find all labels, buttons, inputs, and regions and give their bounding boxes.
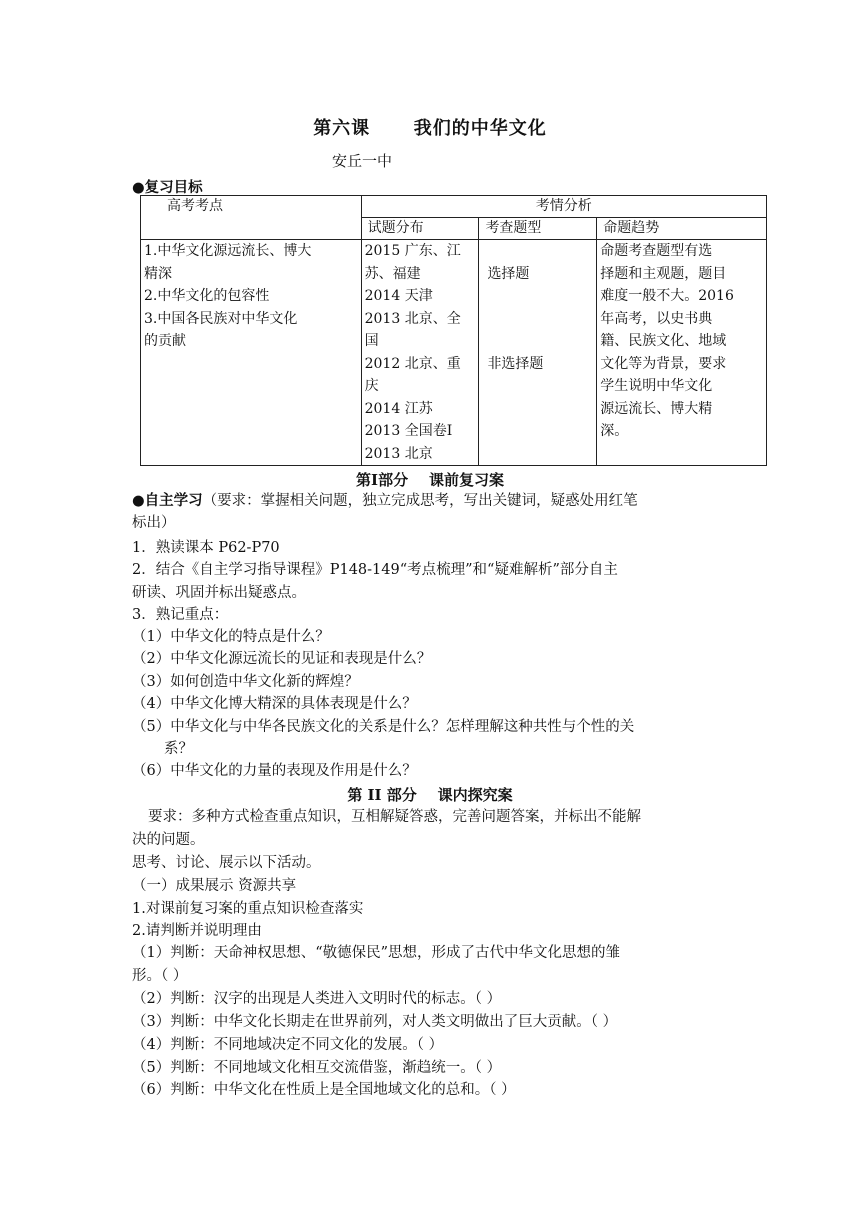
part1-title: 第Ⅰ部分 课前复习案	[356, 471, 504, 489]
task-item-1: 1．熟读课本 P62-P70	[132, 540, 280, 556]
question-type-cell	[479, 240, 597, 466]
distribution-line: 2014 天津	[364, 288, 433, 304]
exam-point-line: 精深	[144, 265, 172, 282]
table-row	[141, 240, 767, 466]
discussion-prompt: 思考、讨论、展示以下活动。	[132, 855, 321, 871]
task-item-2: 2．结合《自主学习指导课程》P148-149“考点梳理”和“疑难解析”部分自主	[132, 562, 618, 578]
trend-line: 深。	[600, 423, 629, 439]
task-item-3: 3．熟记重点：	[132, 607, 229, 623]
task-item-2-cont: 研读、巩固并标出疑惑点。	[132, 585, 306, 601]
header-distribution: 试题分布	[361, 218, 479, 240]
judgment-1-cont: 形。（ ）	[132, 968, 188, 984]
judgment-1: （1）判断：天命神权思想、“敬德保民”思想，形成了古代中华文化思想的雏	[132, 945, 621, 961]
type-multiple-choice: 选择题	[487, 265, 530, 282]
exam-points-cell	[141, 240, 362, 466]
header-question-type: 考查题型	[479, 218, 597, 240]
distribution-line: 2015 广东、江	[364, 243, 461, 259]
distribution-line: 2014 江苏	[364, 400, 433, 417]
exam-point-line: 3.中国各民族对中华文化	[144, 310, 298, 327]
question-5: （5）中华文化与中华各民族文化的关系是什么？怎样理解这种共性与个性的关	[132, 719, 635, 735]
review-goals-heading: ●复习目标	[132, 180, 203, 196]
self-study-requirement-cont: 标出）	[132, 515, 176, 531]
trend-line: 择题和主观题，题目	[600, 265, 727, 282]
type-non-choice: 非选择题	[487, 355, 544, 372]
judgment-2: （2）判断：汉字的出现是人类进入文明时代的标志。（ ）	[132, 991, 502, 1007]
header-exam-points: 高考考点	[141, 196, 362, 240]
trend-line: 命题考查题型有选	[600, 243, 713, 259]
distribution-line: 苏、福建	[364, 265, 421, 282]
lesson-title: 第六课 我们的中华文化	[313, 118, 547, 139]
question-3: （3）如何创造中华文化新的辉煌？	[132, 674, 359, 690]
trend-line: 学生说明中华文化	[600, 378, 713, 394]
step-1: 1.对课前复习案的重点知识检查落实	[132, 901, 364, 917]
distribution-line: 庆	[364, 378, 379, 394]
header-analysis: 考情分析	[361, 196, 766, 218]
exam-point-line: 1.中华文化源远流长、博大	[144, 243, 312, 259]
judgment-3: （3）判断：中华文化长期走在世界前列，对人类文明做出了巨大贡献。（ ）	[132, 1014, 618, 1030]
self-study-requirement: （要求：掌握相关问题，独立完成思考，写出关键词，疑惑处用红笔	[202, 493, 638, 509]
part2-requirement: 要求：多种方式检查重点知识，互相解疑答惑，完善问题答案，并标出不能解	[148, 809, 641, 825]
trend-line: 籍、民族文化、地域	[600, 333, 727, 349]
question-4: （4）中华文化博大精深的具体表现是什么？	[132, 696, 417, 712]
question-1: （1）中华文化的特点是什么？	[132, 629, 330, 645]
judgment-5: （5）判断：不同地域文化相互交流借鉴，渐趋统一。（ ）	[132, 1060, 502, 1076]
exam-analysis-table	[140, 195, 767, 466]
distribution-line: 2012 北京、重	[364, 355, 461, 372]
header-trend: 命题趋势	[597, 218, 767, 240]
distribution-line: 2013 北京、全	[364, 310, 461, 327]
subsection-1-heading: （一）成果展示 资源共享	[132, 878, 297, 894]
step-2: 2.请判断并说明理由	[132, 923, 262, 939]
exam-point-line: 2.中华文化的包容性	[144, 288, 270, 304]
trend-line: 源远流长、博大精	[600, 400, 713, 417]
question-5-cont: 系？	[164, 741, 193, 757]
table-header-row	[141, 196, 767, 218]
part2-requirement-cont: 决的问题。	[132, 832, 205, 848]
distribution-cell	[361, 240, 479, 466]
school-name: 安丘一中	[332, 152, 393, 170]
judgment-6: （6）判断：中华文化在性质上是全国地域文化的总和。（ ）	[132, 1082, 516, 1098]
trend-cell	[597, 240, 767, 466]
distribution-line: 2013 北京	[364, 445, 433, 462]
trend-line: 文化等为背景，要求	[600, 355, 727, 372]
trend-line: 难度一般不大。2016	[600, 288, 734, 304]
trend-line: 年高考，以史书典	[600, 310, 713, 327]
distribution-line: 国	[364, 333, 379, 349]
question-2: （2）中华文化源远流长的见证和表现是什么？	[132, 651, 432, 667]
self-study-label: ●自主学习	[132, 493, 203, 509]
distribution-line: 2013 全国卷Ⅰ	[364, 423, 453, 439]
self-study-line	[132, 490, 732, 513]
part2-title: 第 II 部分 课内探究案	[347, 786, 513, 804]
judgment-4: （4）判断：不同地域决定不同文化的发展。（ ）	[132, 1037, 444, 1053]
question-6: （6）中华文化的力量的表现及作用是什么？	[132, 763, 417, 779]
exam-point-line: 的贡献	[144, 333, 186, 349]
